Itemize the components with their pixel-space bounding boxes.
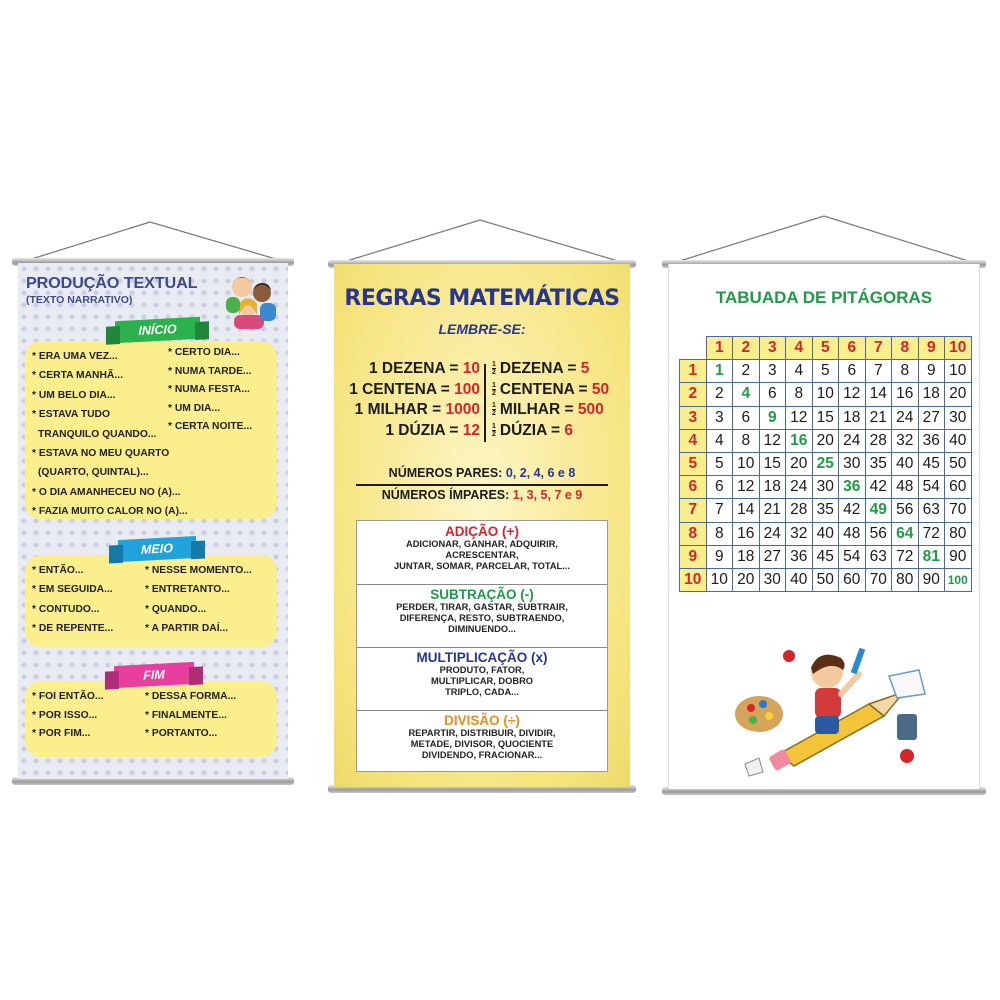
banner1-subtitle: (TEXTO NARRATIVO) — [26, 294, 133, 306]
grid-cell: 12 — [759, 429, 786, 452]
grid-cell: 60 — [839, 568, 866, 591]
phrase-right: * CERTO DIA... — [168, 347, 240, 358]
grid-cell: 20 — [812, 429, 839, 452]
grid-cell: 30 — [812, 476, 839, 499]
phrase-right: * QUANDO... — [145, 603, 207, 615]
numeros-impares — [334, 488, 630, 502]
phrase-left: * CONTUDO... — [32, 603, 100, 615]
children-illustration — [220, 269, 282, 329]
grid-cell: 5 — [706, 452, 733, 475]
operation-terms: MULTIPLICAR, DOBRO — [430, 676, 534, 686]
grid-cell: 27 — [918, 406, 945, 429]
grid-col-header: 5 — [812, 337, 839, 360]
rule-left — [349, 381, 480, 399]
rule-right-value: 6 — [564, 421, 573, 439]
grid-row-header: 9 — [680, 545, 707, 568]
grid-cell: 6 — [759, 383, 786, 406]
phrase-left: * UM BELO DIA... — [32, 389, 116, 401]
grid-cell: 16 — [786, 429, 813, 452]
grid-cell: 8 — [706, 522, 733, 545]
lembre-se-label: LEMBRE-SE: — [438, 321, 526, 337]
grid-row-header: 6 — [680, 476, 707, 499]
grid-cell: 64 — [892, 522, 919, 545]
banner-tabuada-pitagoras — [668, 264, 980, 789]
grid-col-header: 7 — [865, 337, 892, 360]
operation-terms: JUNTAR, SOMAR, PARCELAR, TOTAL... — [394, 561, 570, 571]
grid-cell: 45 — [918, 452, 945, 475]
impares-label: NÚMEROS ÍMPARES: — [381, 488, 513, 502]
phrase-right: * A PARTIR DAÍ... — [145, 623, 229, 635]
phrase-left: TRANQUILO QUANDO... — [38, 428, 157, 440]
grid-cell: 36 — [839, 476, 866, 499]
grid-cell: 56 — [892, 499, 919, 522]
grid-cell: 8 — [786, 383, 813, 406]
phrase-right: * PORTANTO... — [145, 728, 218, 740]
rule-left-text: 1 DÚZIA = — [385, 421, 463, 439]
grid-cell: 72 — [892, 545, 919, 568]
grid-cell: 18 — [918, 383, 945, 406]
grid-row-header: 1 — [680, 360, 707, 383]
operation-terms: ADICIONAR, GANHAR, ADQUIRIR, — [405, 539, 559, 549]
grid-cell: 35 — [865, 452, 892, 475]
rule-right — [492, 360, 589, 378]
rule-left-value: 10 — [462, 360, 480, 377]
half-denominator: 2 — [492, 430, 496, 438]
operation-block — [357, 650, 607, 698]
grid-cell: 27 — [759, 545, 786, 568]
grid-cell: 90 — [918, 568, 945, 591]
grid-cell: 24 — [786, 476, 813, 499]
operation-terms: DIFERENÇA, RESTO, SUBTRAENDO, — [399, 613, 565, 623]
phrase-right: * DESSA FORMA... — [145, 691, 237, 702]
grid-cell: 12 — [733, 476, 760, 499]
grid-cell: 18 — [733, 545, 760, 568]
grid-cell: 7 — [706, 499, 733, 522]
half-fraction — [492, 423, 496, 438]
grid-cell: 42 — [865, 476, 892, 499]
operations-box — [356, 520, 608, 772]
grid-cell: 7 — [865, 360, 892, 383]
rule-left-value: 1000 — [445, 401, 480, 418]
impares-values: 1, 3, 5, 7 e 9 — [512, 488, 583, 502]
grid-cell: 35 — [812, 499, 839, 522]
grid-cell: 4 — [786, 360, 813, 383]
grid-cell: 8 — [733, 429, 760, 452]
operation-separator — [357, 710, 607, 711]
rule-left — [355, 401, 480, 419]
grid-cell: 20 — [786, 452, 813, 475]
grid-cell: 63 — [865, 545, 892, 568]
phrase-left: * FAZIA MUITO CALOR NO (A)... — [32, 506, 188, 518]
half-denominator: 2 — [492, 410, 496, 418]
operation-block — [357, 587, 607, 635]
grid-cell: 10 — [706, 568, 733, 591]
operation-title: SUBTRAÇÃO (-) — [430, 587, 534, 602]
phrase-right: * NUMA FESTA... — [168, 384, 250, 396]
grid-cell: 8 — [892, 360, 919, 383]
phrase-left: * FOI ENTÃO... — [32, 691, 104, 702]
operation-separator — [357, 584, 607, 585]
grid-cell: 50 — [812, 568, 839, 591]
grid-cell: 9 — [759, 406, 786, 429]
grid-cell: 18 — [759, 476, 786, 499]
half-numerator: 1 — [492, 361, 496, 369]
grid-row-header: 5 — [680, 452, 707, 475]
grid-cell: 21 — [865, 406, 892, 429]
grid-cell: 36 — [918, 429, 945, 452]
grid-cell: 15 — [759, 452, 786, 475]
numeros-pares — [334, 466, 630, 480]
banner2-title: REGRAS MATEMÁTICAS — [344, 286, 620, 311]
grid-col-header: 10 — [945, 337, 972, 360]
grid-col-header: 4 — [786, 337, 813, 360]
half-fraction — [492, 382, 496, 397]
operation-terms: DIMINUENDO... — [448, 624, 516, 634]
grid-cell: 49 — [865, 499, 892, 522]
grid-cell: 12 — [786, 406, 813, 429]
section-ribbon-0: INÍCIO — [115, 317, 200, 343]
grid-cell: 24 — [759, 522, 786, 545]
phrase-right: * NUMA TARDE... — [168, 365, 252, 377]
grid-cell: 48 — [839, 522, 866, 545]
rule-left-text: 1 MILHAR = — [354, 401, 446, 418]
grid-cell: 6 — [839, 360, 866, 383]
half-fraction — [492, 361, 496, 376]
grid-cell: 16 — [733, 522, 760, 545]
grid-corner — [680, 337, 707, 360]
operation-terms: METADE, DIVISOR, QUOCIENTE — [410, 739, 554, 749]
grid-cell: 36 — [786, 545, 813, 568]
grid-cell: 10 — [945, 360, 972, 383]
operation-separator — [357, 647, 607, 648]
grid-cell: 4 — [733, 383, 760, 406]
half-numerator: 1 — [492, 402, 496, 410]
phrase-right: * ENTRETANTO... — [145, 584, 230, 596]
phrase-left: * CERTA MANHÃ... — [32, 370, 123, 382]
grid-cell: 40 — [945, 429, 972, 452]
rule-left-text: 1 CENTENA = — [349, 380, 455, 398]
half-numerator: 1 — [492, 381, 496, 389]
grid-cell: 72 — [918, 522, 945, 545]
grid-cell: 30 — [945, 406, 972, 429]
operation-terms: ACRESCENTAR, — [445, 550, 519, 560]
rule-right-value: 500 — [577, 401, 604, 418]
grid-cell: 60 — [945, 476, 972, 499]
grid-cell: 28 — [865, 429, 892, 452]
grid-cell: 2 — [706, 383, 733, 406]
grid-cell: 15 — [812, 406, 839, 429]
grid-cell: 16 — [892, 383, 919, 406]
operation-terms: DIVIDENDO, FRACIONAR... — [421, 750, 543, 760]
grid-cell: 9 — [918, 360, 945, 383]
operation-title: DIVISÃO (÷) — [444, 713, 520, 728]
pares-values: 0, 2, 4, 6 e 8 — [505, 466, 576, 480]
grid-cell: 4 — [706, 429, 733, 452]
grid-col-header: 6 — [839, 337, 866, 360]
grid-cell: 20 — [733, 568, 760, 591]
operation-terms: REPARTIR, DISTRIBUIR, DIVIDIR, — [408, 728, 556, 738]
rule-right-value: 5 — [580, 360, 590, 377]
grid-row-header: 4 — [680, 429, 707, 452]
grid-cell: 100 — [945, 568, 972, 591]
phrase-right: * UM DIA... — [168, 402, 221, 414]
grid-cell: 3 — [759, 360, 786, 383]
half-denominator: 2 — [492, 389, 496, 397]
grid-cell: 50 — [945, 452, 972, 475]
grid-cell: 80 — [945, 522, 972, 545]
section-ribbon-1: MEIO — [118, 536, 196, 562]
operation-title: MULTIPLICAÇÃO (x) — [416, 650, 548, 665]
grid-col-header: 9 — [918, 337, 945, 360]
grid-cell: 12 — [839, 383, 866, 406]
grid-cell: 5 — [812, 360, 839, 383]
operation-block — [357, 713, 607, 761]
grid-cell: 30 — [759, 568, 786, 591]
rule-right — [492, 381, 609, 399]
banner1-title: PRODUÇÃO TEXTUAL — [26, 275, 198, 292]
grid-cell: 14 — [733, 499, 760, 522]
phrase-left: * POR FIM... — [32, 728, 91, 740]
phrase-right: * FINALMENTE... — [145, 709, 227, 721]
pares-divider — [356, 484, 608, 486]
grid-cell: 80 — [892, 568, 919, 591]
rule-left-value: 12 — [462, 421, 480, 439]
grid-cell: 32 — [892, 429, 919, 452]
banner3-title: TABUADA DE PITÁGORAS — [715, 288, 933, 307]
phrase-left: (QUARTO, QUINTAL)... — [38, 467, 149, 479]
rule-left-text: 1 DEZENA = — [369, 360, 463, 377]
grid-cell: 54 — [918, 476, 945, 499]
phrase-left: * EM SEGUIDA... — [32, 584, 113, 596]
boy-on-pencil-illustration — [719, 634, 934, 784]
phrase-right: * NESSE MOMENTO... — [145, 565, 252, 576]
grid-cell: 90 — [945, 545, 972, 568]
grid-row-header: 2 — [680, 383, 707, 406]
grid-cell: 54 — [839, 545, 866, 568]
grid-cell: 21 — [759, 499, 786, 522]
half-numerator: 1 — [492, 422, 496, 430]
grid-cell: 81 — [918, 545, 945, 568]
rule-right-value: 50 — [591, 380, 610, 398]
grid-cell: 24 — [839, 429, 866, 452]
phrase-left: * DE REPENTE... — [32, 623, 114, 635]
rule-right-text: MILHAR = — [499, 401, 578, 418]
operation-block — [357, 524, 607, 572]
grid-col-header: 3 — [759, 337, 786, 360]
hanger-string-1 — [0, 0, 1000, 280]
grid-cell: 30 — [839, 452, 866, 475]
banner-producao-textual — [18, 263, 288, 779]
operation-terms: TRIPLO, CADA... — [445, 687, 519, 697]
rule-left — [369, 360, 480, 378]
grid-cell: 3 — [706, 406, 733, 429]
grid-cell: 6 — [706, 476, 733, 499]
grid-cell: 10 — [812, 383, 839, 406]
operation-terms: PRODUTO, FATOR, — [439, 665, 525, 675]
half-denominator: 2 — [492, 369, 496, 377]
rule-right — [492, 422, 573, 440]
grid-cell: 56 — [865, 522, 892, 545]
grid-row-header: 3 — [680, 406, 707, 429]
grid-cell: 24 — [892, 406, 919, 429]
rules-divider — [484, 364, 486, 442]
grid-cell: 70 — [865, 568, 892, 591]
operation-terms: PERDER, TIRAR, GASTAR, SUBTRAIR, — [396, 602, 568, 612]
rule-left-value: 100 — [454, 380, 480, 398]
grid-cell: 6 — [733, 406, 760, 429]
grid-col-header: 2 — [733, 337, 760, 360]
grid-cell: 40 — [786, 568, 813, 591]
grid-row-header: 10 — [680, 568, 707, 591]
grid-cell: 18 — [839, 406, 866, 429]
operation-title: ADIÇÃO (+) — [445, 524, 519, 539]
grid-cell: 70 — [945, 499, 972, 522]
grid-cell: 45 — [812, 545, 839, 568]
grid-row-header: 7 — [680, 499, 707, 522]
section-ribbon-2: FIM — [114, 662, 194, 688]
grid-cell: 1 — [706, 360, 733, 383]
grid-col-header: 8 — [892, 337, 919, 360]
phrase-left: * ESTAVA TUDO — [32, 409, 110, 421]
grid-cell: 10 — [733, 452, 760, 475]
pares-label: NÚMEROS PARES: — [388, 466, 506, 480]
grid-cell: 63 — [918, 499, 945, 522]
grid-col-header: 1 — [706, 337, 733, 360]
grid-cell: 9 — [706, 545, 733, 568]
grid-cell: 25 — [812, 452, 839, 475]
phrase-left: * ESTAVA NO MEU QUARTO — [32, 448, 170, 459]
phrase-right: * CERTA NOITE... — [168, 421, 253, 433]
grid-cell: 32 — [786, 522, 813, 545]
grid-cell: 40 — [892, 452, 919, 475]
grid-cell: 2 — [733, 360, 760, 383]
grid-cell: 40 — [812, 522, 839, 545]
grid-row-header: 8 — [680, 522, 707, 545]
grid-cell: 20 — [945, 383, 972, 406]
phrase-left: * O DIA AMANHECEU NO (A)... — [32, 486, 181, 498]
phrase-left: * POR ISSO... — [32, 709, 98, 721]
grid-cell: 28 — [786, 499, 813, 522]
phrase-left: * ERA UMA VEZ... — [32, 351, 118, 362]
phrase-left: * ENTÃO... — [32, 565, 84, 576]
half-fraction — [492, 402, 496, 417]
rule-right-text: DEZENA = — [499, 360, 581, 377]
grid-cell: 42 — [839, 499, 866, 522]
multiplication-table — [679, 336, 972, 592]
banner-regras-matematicas — [334, 264, 630, 787]
rule-right-text: CENTENA = — [499, 380, 592, 398]
rule-right — [492, 401, 604, 419]
rule-right-text: DÚZIA = — [499, 421, 565, 439]
rule-left — [385, 422, 480, 440]
grid-cell: 48 — [892, 476, 919, 499]
grid-cell: 14 — [865, 383, 892, 406]
